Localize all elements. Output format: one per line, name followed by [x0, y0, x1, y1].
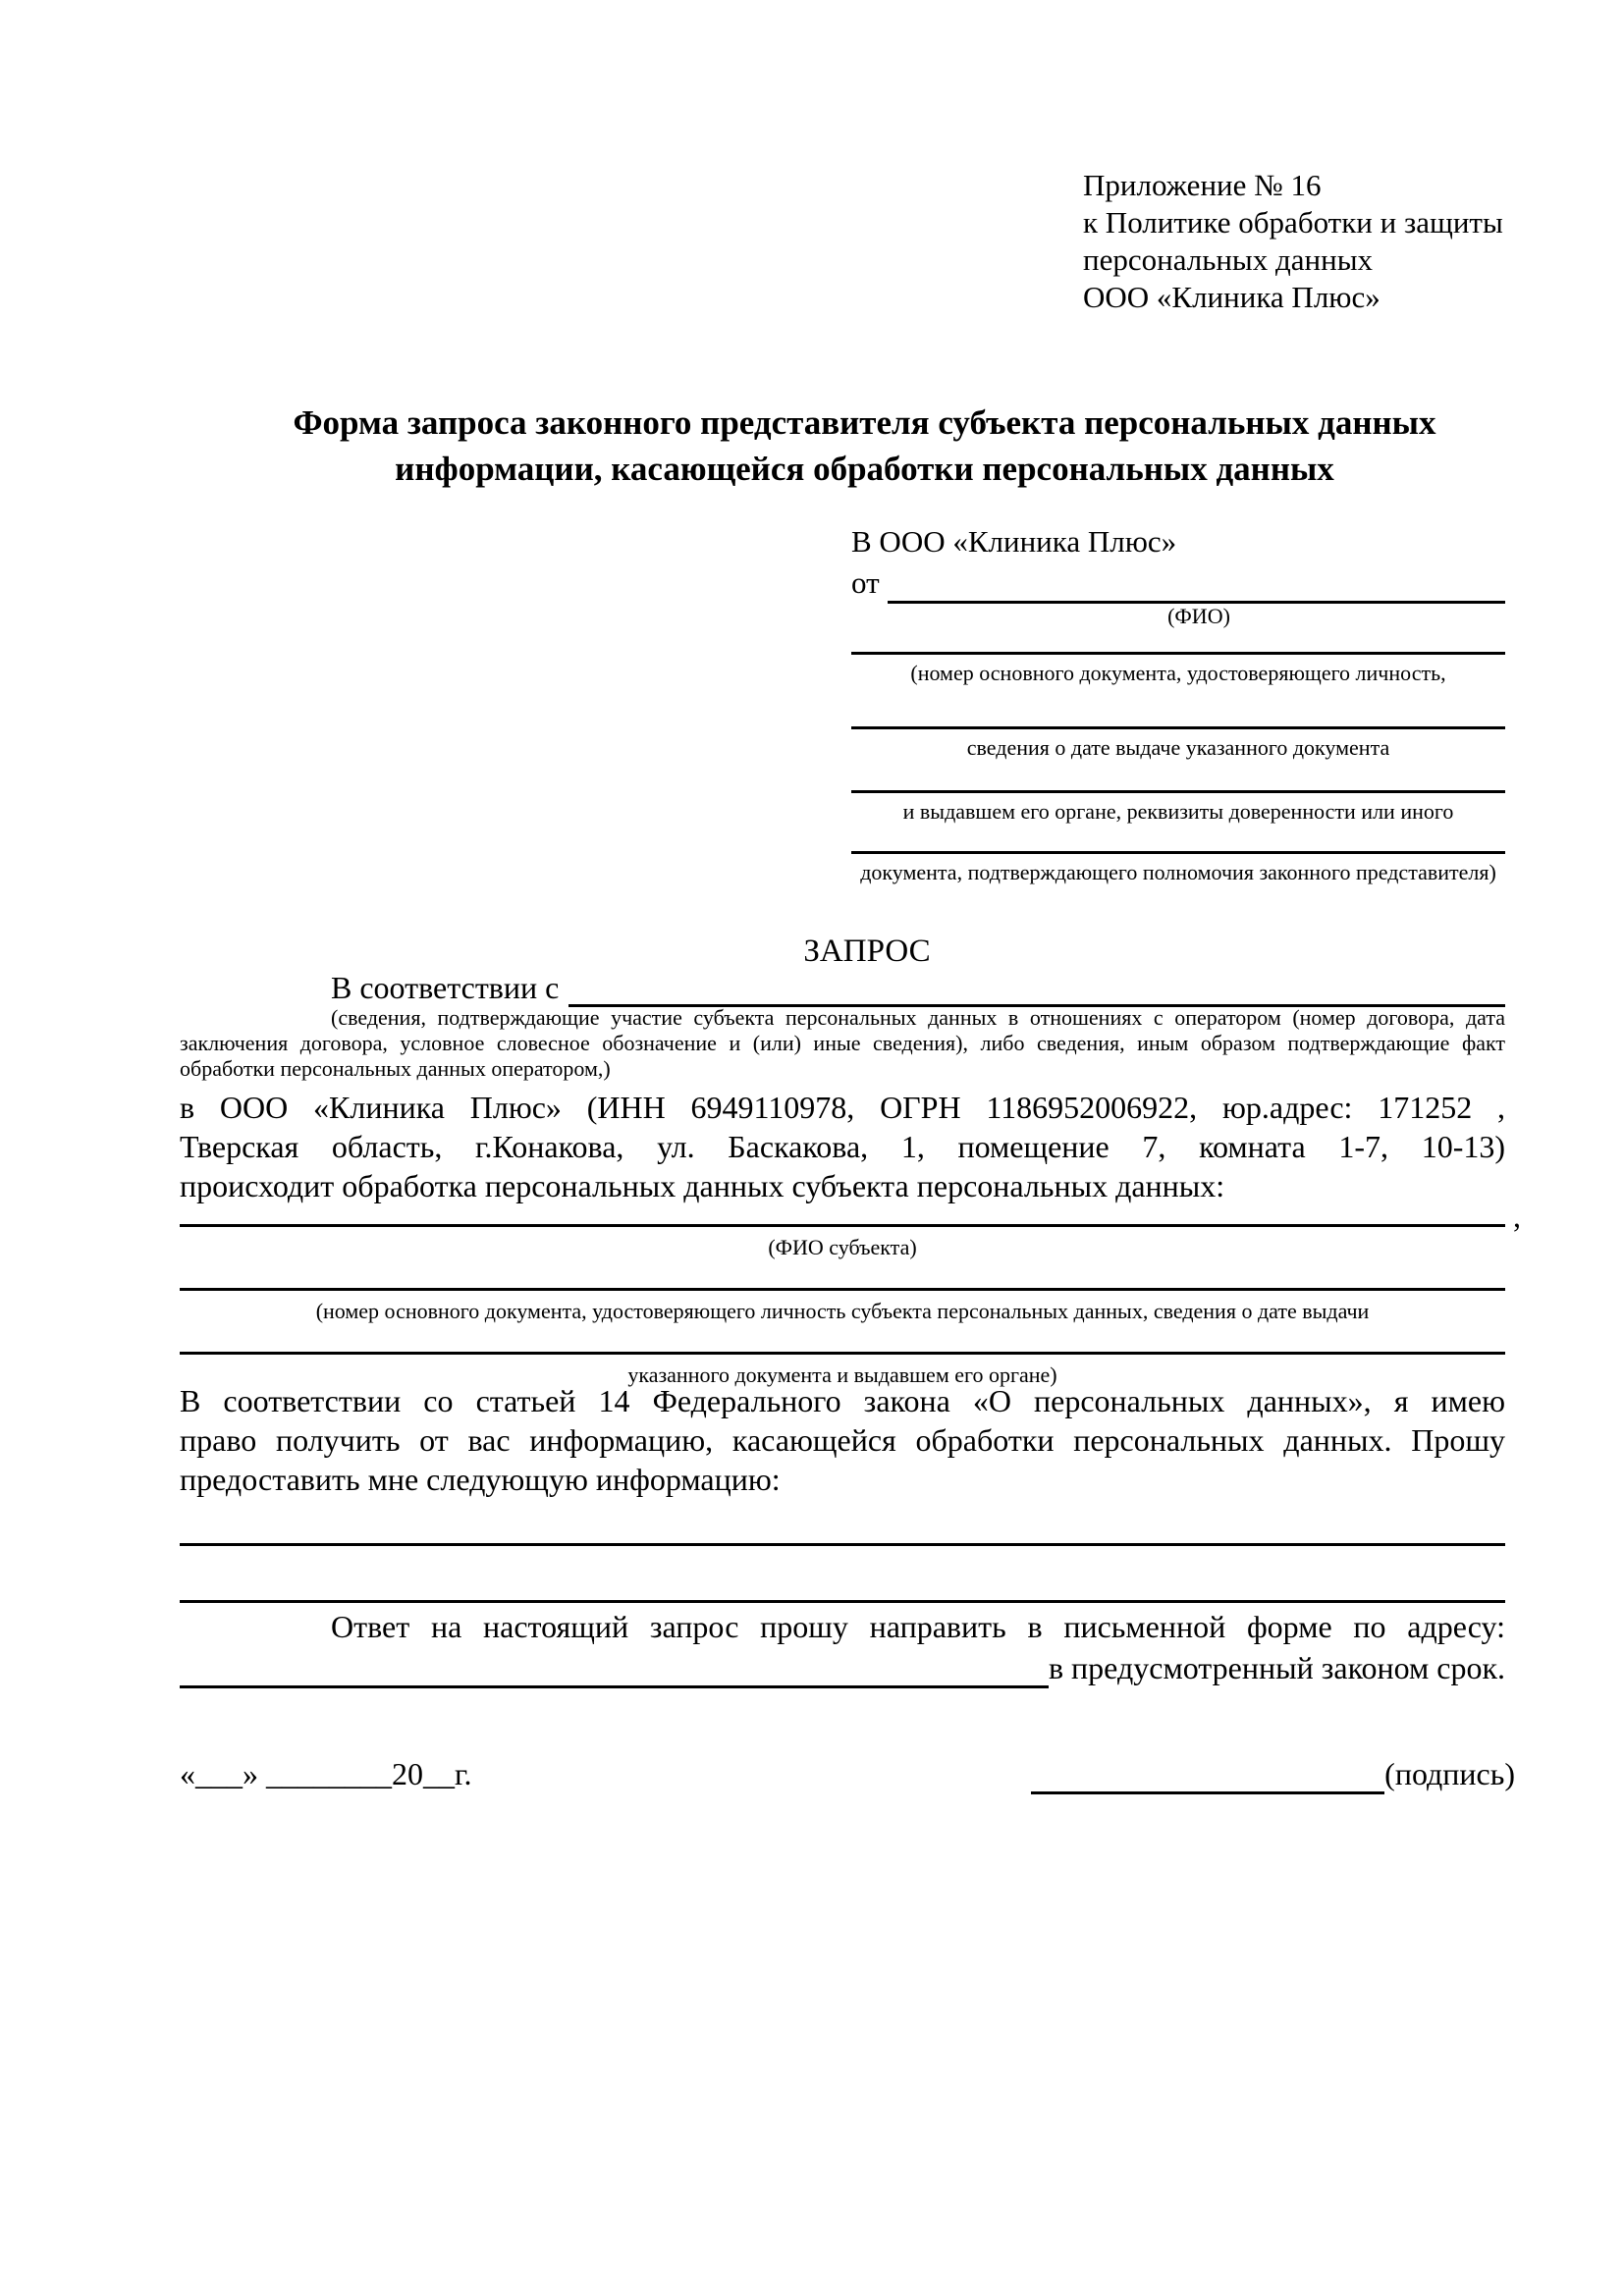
answer-paragraph: [180, 1606, 1505, 1688]
applicant-doc-caption-2: сведения о дате выдаче указанного документа: [966, 735, 1390, 760]
subject-doc-blank-field-2: [180, 1352, 1505, 1355]
basis-caption-line-1: (сведения, подтверждающие участие субъекта персональных данных в отношениях с оператором (номер договора, дата: [331, 1005, 1505, 1030]
applicant-name-blank-field: [888, 565, 1505, 604]
from-label: от: [851, 565, 880, 600]
subject-doc-caption-line-2: указанного документа и выдавшем его органе): [627, 1362, 1057, 1387]
subject-doc-blank-field-1: [180, 1288, 1505, 1291]
subject-fio-caption: (ФИО субъекта): [768, 1235, 917, 1259]
document-title: [180, 400, 1505, 492]
operator-paragraph-line-2: Тверская область, г.Конакова, ул. Баскакова, 1, помещение 7, комната 1-7, 10-13): [180, 1129, 1505, 1164]
accordance-label: В соответствии с: [331, 970, 560, 1005]
requested-info-blank-field-2: [180, 1600, 1505, 1603]
title-line-1: Форма запроса законного представителя субъекта персональных данных: [293, 403, 1436, 442]
law-paragraph-line-3: предоставить мне следующую информацию:: [180, 1462, 781, 1497]
answer-tail-row: [180, 1647, 1505, 1688]
signature-blank-field: [1031, 1756, 1384, 1794]
accordance-row: [180, 968, 1505, 1007]
annex-line-3: персональных данных: [1083, 242, 1374, 277]
basis-caption-line-3: обработки персональных данных оператором,): [180, 1056, 611, 1081]
applicant-doc-blank-field-4: [851, 851, 1505, 854]
answer-tail: в предусмотренный законом срок.: [1048, 1650, 1505, 1685]
subject-doc-caption-line-1: (номер основного документа, удостоверяющего личность субъекта персональных данных, сведения о дате выдачи: [315, 1299, 1370, 1323]
subject-fields: [180, 1199, 1521, 1388]
requested-info-blank-field-1: [180, 1543, 1505, 1546]
addressee-organization: В ООО «Клиника Плюс»: [851, 524, 1177, 559]
operator-paragraph-line-3: происходит обработка персональных данных субъекта персональных данных:: [180, 1168, 1225, 1203]
delivery-address-blank-field: [180, 1650, 1049, 1688]
basis-caption-line-2: заключения договора, условное словесное обозначение и (или) иные сведения), либо сведения, иным образом подтверждающие факт: [180, 1031, 1505, 1055]
fio-caption: (ФИО): [1167, 604, 1230, 628]
operator-paragraph-line-1: в ООО «Клиника Плюс» (ИНН 6949110978, ОГРН 1186952006922, юр.адрес: 171252 ,: [180, 1090, 1505, 1125]
law-paragraph: [180, 1381, 1505, 1499]
annex-line-1: Приложение № 16: [1083, 168, 1322, 202]
answer-delivery-sentence: Ответ на настоящий запрос прошу направить в письменной форме по адресу:: [331, 1609, 1505, 1644]
basis-caption: [180, 1005, 1505, 1082]
applicant-doc-blank-field-2: [851, 726, 1505, 729]
annex-line-2: к Политике обработки и защиты: [1083, 205, 1503, 240]
signature-caption: (подпись): [1384, 1756, 1515, 1791]
law-paragraph-line-2: право получить от вас информацию, касающейся обработки персональных данных. Прошу: [180, 1422, 1505, 1458]
subject-fio-blank-field: [180, 1199, 1521, 1234]
from-row: [851, 562, 1505, 604]
applicant-doc-caption-1: (номер основного документа, удостоверяющего личность,: [910, 661, 1446, 685]
trailing-comma: ,: [1513, 1199, 1521, 1234]
applicant-doc-caption-4: документа, подтверждающего полномочия законного представителя): [860, 860, 1496, 884]
operator-paragraph: [180, 1088, 1505, 1205]
applicant-doc-blank-field-1: [851, 652, 1505, 655]
request-heading: ЗАПРОС: [803, 934, 931, 969]
basis-blank-field: [568, 971, 1505, 1007]
applicant-doc-blank-field-3: [851, 790, 1505, 793]
law-paragraph-line-1: В соответствии со статьей 14 Федерального закона «О персональных данных», я имею: [180, 1383, 1505, 1418]
footer-row: [180, 1753, 1515, 1794]
annex-header: [1083, 167, 1503, 316]
date-blank: «___» ________20__г.: [180, 1756, 472, 1791]
addressee-block: [851, 521, 1505, 885]
title-line-2: информации, касающейся обработки персональных данных: [395, 450, 1334, 488]
applicant-doc-caption-3: и выдавшем его органе, реквизиты доверенности или иного: [902, 799, 1454, 824]
annex-line-4: ООО «Клиника Плюс»: [1083, 280, 1380, 314]
